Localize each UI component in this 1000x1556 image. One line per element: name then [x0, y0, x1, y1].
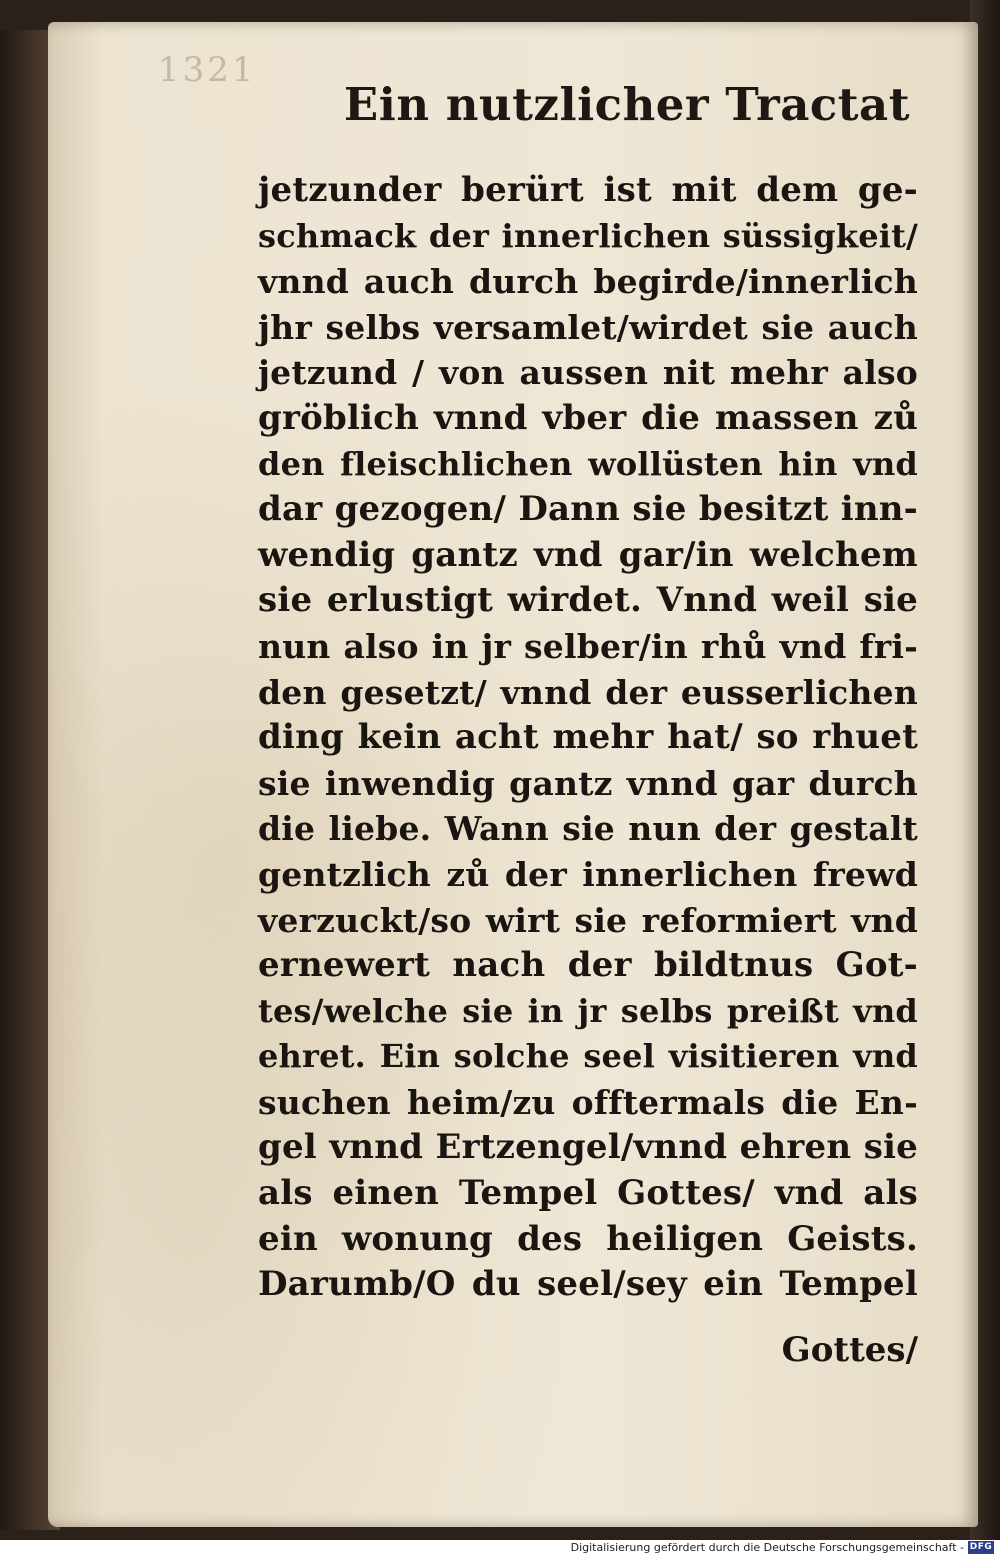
text-line: ein wonung des heiligen Geists. — [258, 1218, 918, 1259]
text-line: den fleischlichen wollüsten hin vnd — [258, 444, 918, 483]
text-line: jetzund / von aussen nit mehr also — [258, 353, 918, 393]
text-line: ernewert nach der bildtnus Got- — [258, 945, 918, 986]
text-line: schmack der innerlichen süssigkeit/ — [258, 216, 918, 255]
digitization-credit: Digitalisierung gefördert durch die Deutsche Forschungsgemeinschaft - — [570, 1541, 964, 1554]
text-line: als einen Tempel Gottes/ vnd als — [258, 1173, 918, 1214]
text-line: Darumb/O du seel/sey ein Tempel — [258, 1264, 918, 1305]
catchword: Gottes/ — [781, 1330, 918, 1370]
text-line: tes/welche sie in jr selbs preißt vnd — [258, 991, 918, 1030]
text-line: gel vnnd Ertzengel/vnnd ehren sie — [258, 1127, 918, 1168]
text-line: gentzlich zů der innerlichen frewd — [258, 854, 918, 894]
text-line: dar gezogen/ Dann sie besitzt inn- — [258, 489, 918, 530]
text-line: suchen heim/zu offtermals die En- — [258, 1082, 918, 1122]
text-line: sie inwendig gantz vnnd gar durch — [258, 763, 918, 803]
text-line: ding kein acht mehr hat/ so rhuet — [258, 717, 918, 758]
text-line: ehret. Ein solche seel visitieren vnd — [258, 1037, 918, 1076]
text-line: verzuckt/so wirt sie reformiert vnd — [258, 900, 918, 940]
text-line: wendig gantz vnd gar/in welchem — [258, 534, 918, 575]
text-line: gröblich vnnd vber die massen zů — [258, 397, 918, 438]
library-stamp: 1321 — [158, 50, 257, 90]
text-line: den gesetzt/ vnnd der eusserlichen — [258, 672, 918, 712]
text-line: vnnd auch durch begirde/innerlich — [258, 262, 918, 302]
text-line: jhr selbs versamlet/wirdet sie auch — [258, 307, 918, 347]
text-line: die liebe. Wann sie nun der gestalt — [258, 809, 918, 849]
text-line: nun also in jr selber/in rhů vnd fri- — [258, 626, 918, 666]
text-line: sie erlustigt wirdet. Vnnd weil sie — [258, 580, 918, 621]
running-header: Ein nutzlicher Tractat — [343, 78, 910, 131]
text-line: jetzunder berürt ist mit dem ge- — [258, 170, 918, 210]
dfg-logo: DFG — [969, 1542, 993, 1552]
body-text — [258, 168, 918, 1308]
